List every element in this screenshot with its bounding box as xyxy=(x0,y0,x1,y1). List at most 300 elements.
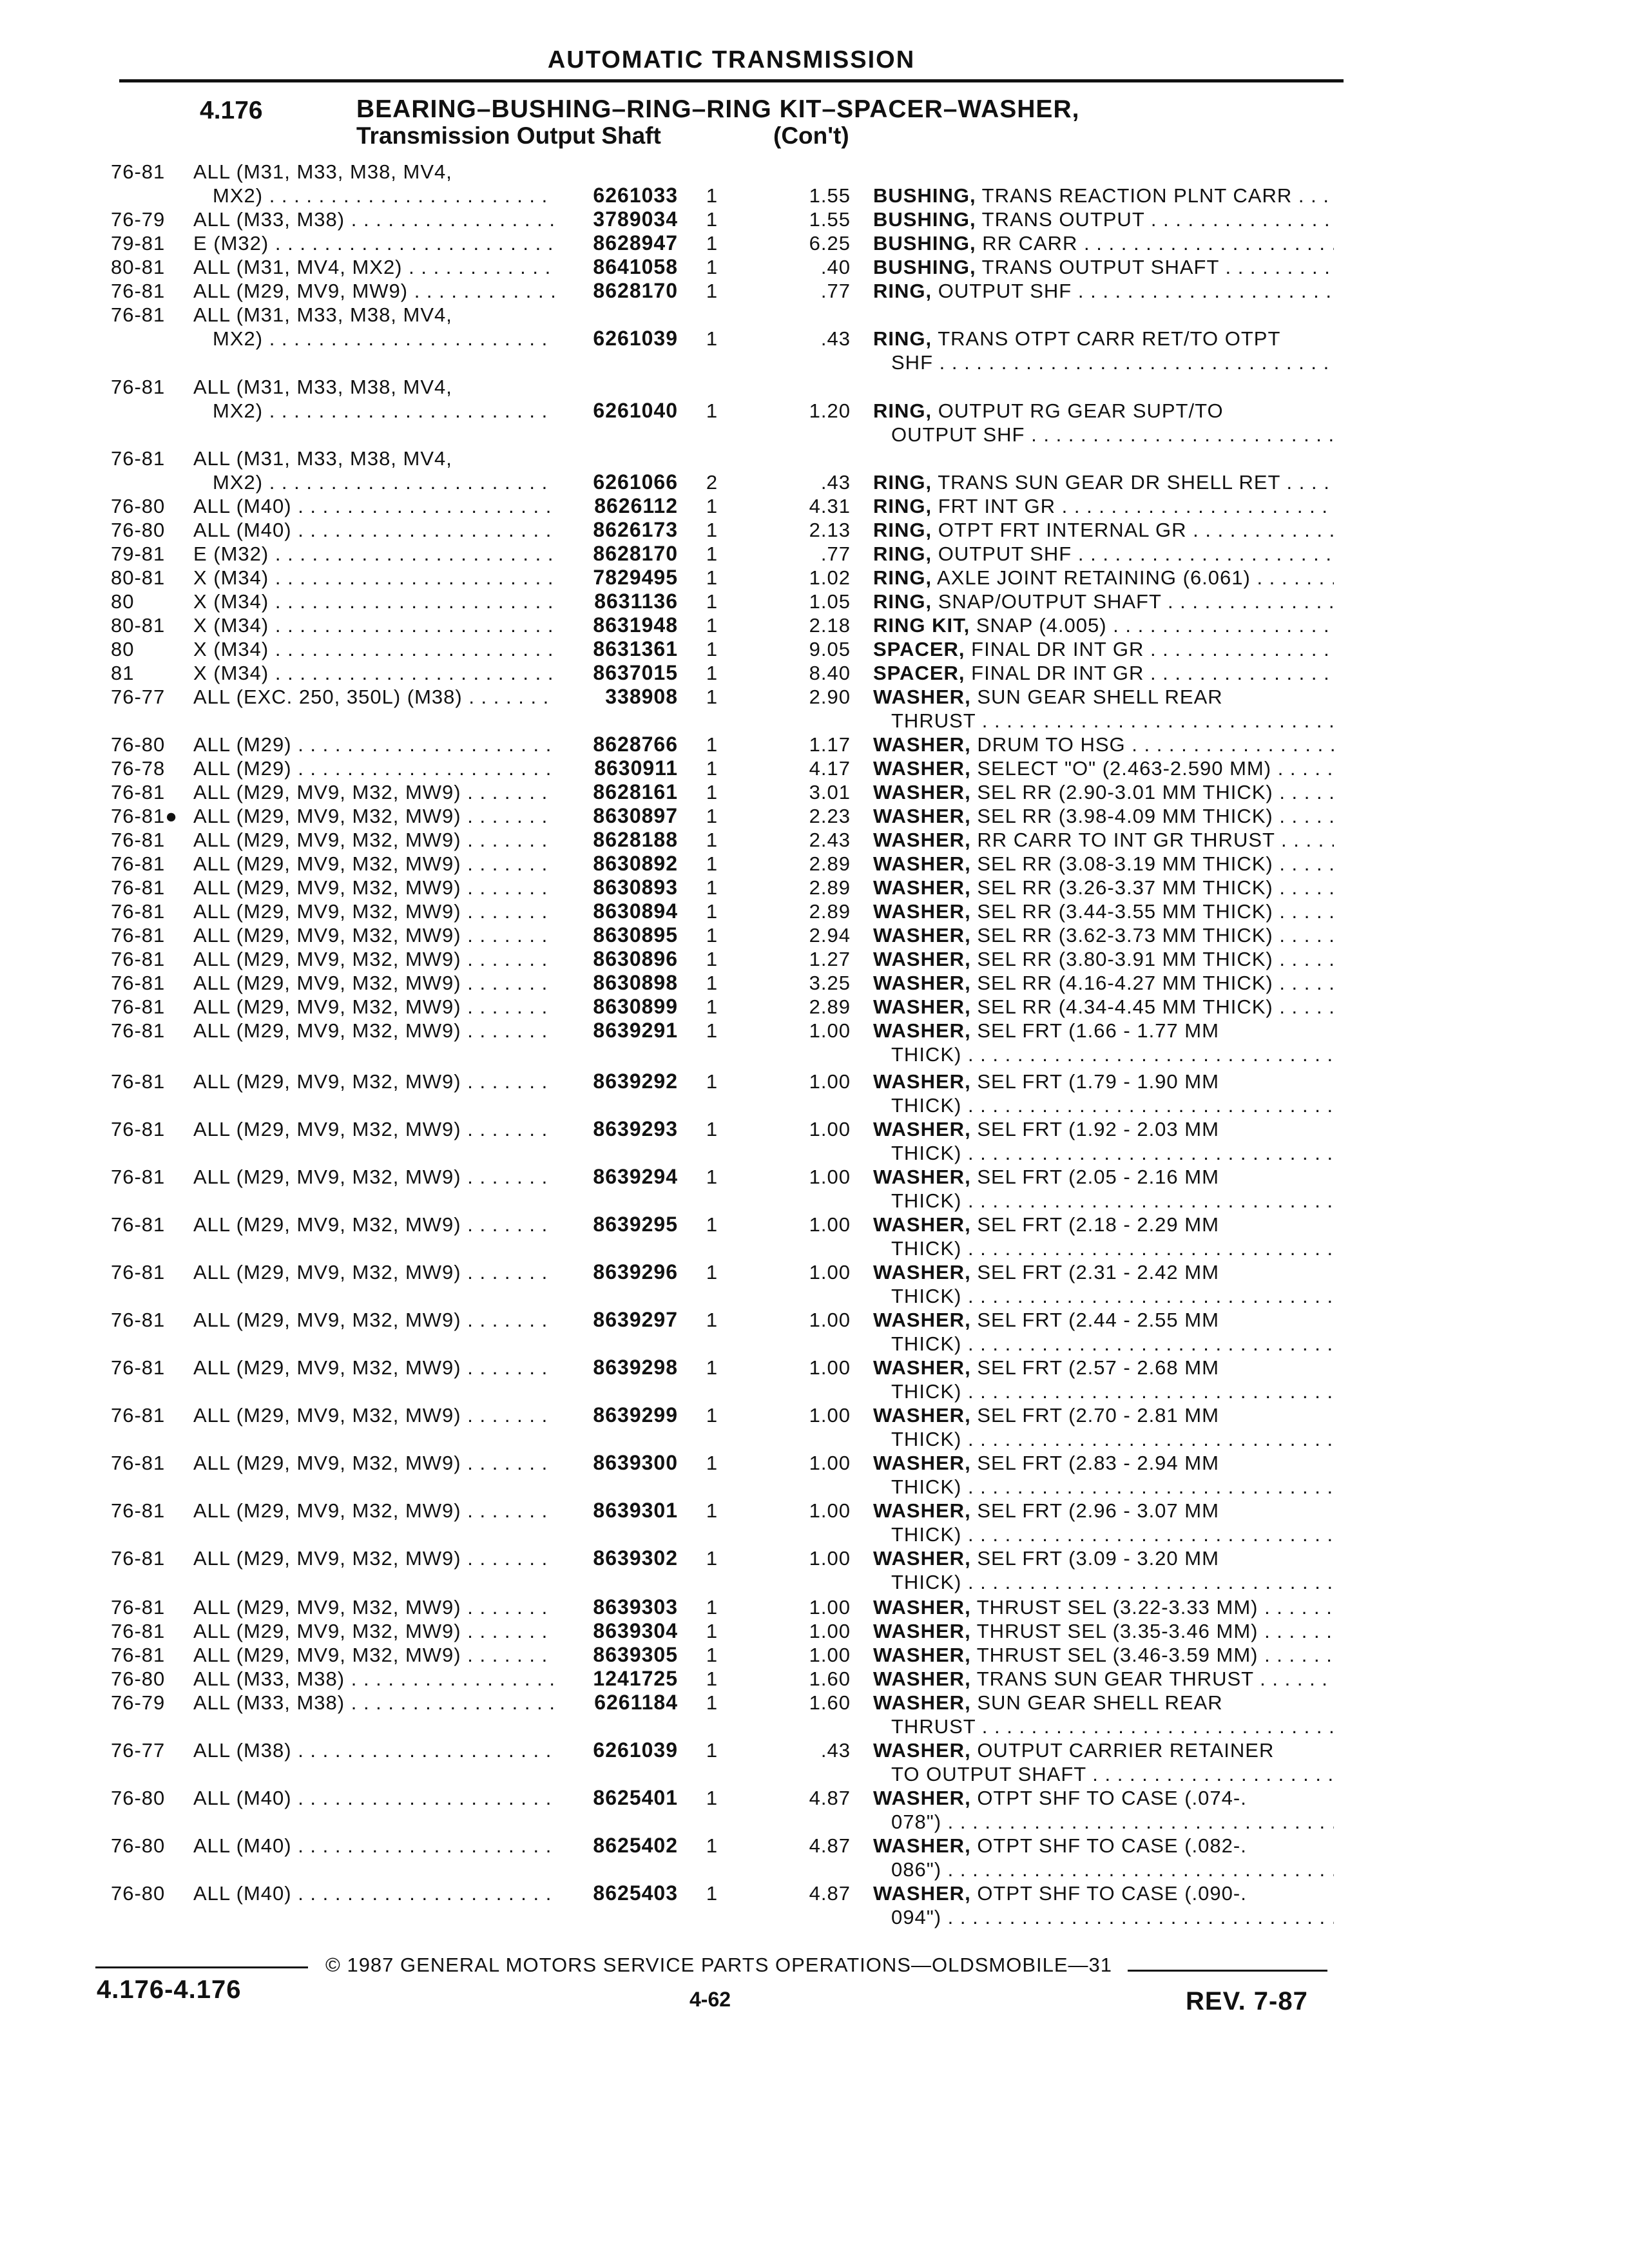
application-line: ALL (EXC. 250, 350L) (M38) . . . xyxy=(193,685,554,709)
part-number: 8639297 xyxy=(593,1308,678,1331)
quantity: 1 xyxy=(706,1834,718,1857)
quantity: 1 xyxy=(706,995,718,1018)
price: 1.55 xyxy=(809,208,851,231)
description xyxy=(873,804,1334,828)
application xyxy=(193,1308,554,1332)
application xyxy=(193,566,554,590)
application xyxy=(193,303,554,351)
description-text: THICK) xyxy=(891,1094,962,1117)
application xyxy=(193,1117,554,1141)
price: 1.00 xyxy=(809,1404,851,1427)
description-line xyxy=(873,1738,1334,1762)
price: 1.00 xyxy=(809,1547,851,1570)
part-number: 6261040 xyxy=(593,399,678,422)
description-text: SEL FRT (2.57 - 2.68 MM xyxy=(977,1356,1219,1379)
description-text: THRUST xyxy=(891,709,976,732)
application xyxy=(193,1019,554,1043)
part-name: RING KIT, xyxy=(873,614,970,637)
part-name: WASHER, xyxy=(873,1596,971,1619)
model-years: 76-80 xyxy=(111,1834,166,1857)
application xyxy=(193,447,554,494)
description-text: THRUST SEL (3.22-3.33 MM) xyxy=(976,1596,1258,1619)
model-years: 76-81 xyxy=(111,1547,166,1570)
description-line xyxy=(873,399,1334,423)
description-text: THICK) xyxy=(891,1142,962,1164)
description-text: TO OUTPUT SHAFT xyxy=(891,1763,1086,1785)
application xyxy=(193,1834,554,1858)
part-number: 8639293 xyxy=(593,1117,678,1140)
price: 1.00 xyxy=(809,1452,851,1474)
price: .43 xyxy=(820,327,851,350)
price: 2.89 xyxy=(809,852,851,875)
quantity: 1 xyxy=(706,1787,718,1809)
part-name: BUSHING, xyxy=(873,256,976,278)
part-name: BUSHING, xyxy=(873,208,976,231)
description-text: SEL FRT (2.44 - 2.55 MM xyxy=(977,1309,1219,1331)
description-text: RR CARR TO INT GR THRUST xyxy=(977,829,1275,851)
description-text: THICK) xyxy=(891,1523,962,1546)
part-name: WASHER, xyxy=(873,686,971,708)
description xyxy=(873,1019,1334,1066)
quantity: 1 xyxy=(706,256,718,278)
description-text: THICK) xyxy=(891,1475,962,1498)
part-name: WASHER, xyxy=(873,1644,971,1666)
description-line xyxy=(873,852,1334,876)
price: 2.94 xyxy=(809,924,851,947)
application-line: ALL (M29, MV9, M32, MW9) . . . xyxy=(193,995,554,1019)
price: 1.00 xyxy=(809,1620,851,1642)
description-text: SEL RR (3.26-3.37 MM THICK) xyxy=(977,876,1273,899)
model-years: 76-80 xyxy=(111,495,166,517)
quantity: 1 xyxy=(706,781,718,803)
quantity: 1 xyxy=(706,1019,718,1042)
footer-group-range: 4.176-4.176 xyxy=(97,1975,242,2004)
description xyxy=(873,1165,1334,1213)
description-line xyxy=(873,1570,1334,1594)
model-years: 76-81 xyxy=(111,1166,166,1188)
part-name: WASHER, xyxy=(873,781,971,803)
application xyxy=(193,1165,554,1189)
description-line xyxy=(873,494,1334,518)
description xyxy=(873,399,1334,447)
price: .77 xyxy=(820,543,851,565)
part-name: WASHER, xyxy=(873,924,971,947)
part-number: 8639294 xyxy=(593,1165,678,1188)
model-years: 76-81 xyxy=(111,781,166,803)
quantity: 1 xyxy=(706,208,718,231)
price: 4.17 xyxy=(809,757,851,780)
description-text: RR CARR xyxy=(982,232,1078,255)
description-text: THRUST xyxy=(891,1715,976,1738)
description xyxy=(873,637,1334,661)
price: 4.31 xyxy=(809,495,851,517)
application-line: ALL (M31, MV4, MX2) . . . xyxy=(193,255,554,279)
description-line xyxy=(873,1356,1334,1379)
description-text: SEL RR (3.62-3.73 MM THICK) xyxy=(977,924,1273,947)
part-number: 8639298 xyxy=(593,1356,678,1379)
quantity: 1 xyxy=(706,638,718,660)
description xyxy=(873,947,1334,971)
description-text: DRUM TO HSG xyxy=(977,733,1126,756)
model-years: 76-79 xyxy=(111,1691,166,1714)
footer-revision: REV. 7-87 xyxy=(1186,1987,1308,2015)
quantity: 1 xyxy=(706,566,718,589)
description xyxy=(873,899,1334,923)
model-years: 80 xyxy=(111,638,135,660)
application xyxy=(193,279,554,303)
description-text: TRANS SUN GEAR DR SHELL RET xyxy=(938,471,1280,494)
description-text: TRANS OUTPUT xyxy=(981,208,1145,231)
description-text: OUTPUT SHF xyxy=(891,423,1025,446)
application-line: ALL (M29, MV9, M32, MW9) . . . xyxy=(193,1403,554,1427)
description-text: SEL RR (3.80-3.91 MM THICK) xyxy=(977,948,1273,970)
description-line xyxy=(873,1213,1334,1236)
quantity: 1 xyxy=(706,686,718,708)
model-years: 76-79 xyxy=(111,208,166,231)
description xyxy=(873,995,1334,1019)
quantity: 1 xyxy=(706,805,718,827)
description-line xyxy=(873,1260,1334,1284)
description-line xyxy=(873,923,1334,947)
part-number: 8637015 xyxy=(593,661,678,684)
quantity: 1 xyxy=(706,733,718,756)
part-number: 8625403 xyxy=(593,1881,678,1905)
description-line xyxy=(873,661,1334,685)
part-name: WASHER, xyxy=(873,1882,971,1905)
quantity: 1 xyxy=(706,590,718,613)
part-number: 8630897 xyxy=(593,804,678,827)
description-line xyxy=(873,876,1334,899)
application-line: ALL (M40) . . . xyxy=(193,1834,554,1858)
application-line: ALL (M33, M38) . . . xyxy=(193,207,554,231)
model-years: 76-81 xyxy=(111,972,166,994)
description-text: THRUST SEL (3.46-3.59 MM) xyxy=(976,1644,1258,1666)
model-years: 79-81 xyxy=(111,232,166,255)
application-line: ALL (M29, MV9, M32, MW9) . . . xyxy=(193,1619,554,1643)
part-name: WASHER, xyxy=(873,1213,971,1236)
description xyxy=(873,1738,1334,1786)
part-number: 8639296 xyxy=(593,1260,678,1283)
quantity: 1 xyxy=(706,519,718,541)
application xyxy=(193,1070,554,1093)
part-number: 8639304 xyxy=(593,1619,678,1642)
description xyxy=(873,590,1334,613)
quantity: 1 xyxy=(706,1070,718,1093)
price: 1.05 xyxy=(809,590,851,613)
part-name: WASHER, xyxy=(873,1691,971,1714)
application-line: ALL (M33, M38) . . . xyxy=(193,1667,554,1691)
description-line xyxy=(873,231,1334,255)
description-line xyxy=(873,637,1334,661)
quantity: 1 xyxy=(706,829,718,851)
application xyxy=(193,1546,554,1570)
model-years: 76-81 xyxy=(111,1309,166,1331)
model-years: 76-81 xyxy=(111,447,166,470)
quantity: 1 xyxy=(706,1882,718,1905)
part-number: 6261066 xyxy=(593,470,678,494)
application xyxy=(193,995,554,1019)
description-line xyxy=(873,1141,1334,1165)
part-number: 8639299 xyxy=(593,1403,678,1427)
application xyxy=(193,804,554,828)
description-line xyxy=(873,1165,1334,1189)
description-line xyxy=(873,542,1334,566)
price: 1.00 xyxy=(809,1213,851,1236)
application-line: ALL (M29, MV9, M32, MW9) . . . xyxy=(193,1213,554,1236)
application-line: ALL (M29, MV9, M32, MW9) . . . xyxy=(193,876,554,899)
description xyxy=(873,1667,1334,1691)
quantity: 1 xyxy=(706,543,718,565)
description-text: SEL FRT (1.66 - 1.77 MM xyxy=(977,1019,1219,1042)
part-name: WASHER, xyxy=(873,1404,971,1427)
description-text: THICK) xyxy=(891,1332,962,1355)
description-text: SEL FRT (2.96 - 3.07 MM xyxy=(977,1499,1219,1522)
part-name: WASHER, xyxy=(873,1620,971,1642)
part-number: 8639303 xyxy=(593,1595,678,1619)
part-name: RING, xyxy=(873,399,932,422)
quantity: 1 xyxy=(706,184,718,207)
description xyxy=(873,1499,1334,1546)
part-number: 8639301 xyxy=(593,1499,678,1522)
part-number: 8639295 xyxy=(593,1213,678,1236)
description xyxy=(873,971,1334,995)
part-name: WASHER, xyxy=(873,852,971,875)
description-text: OUTPUT CARRIER RETAINER xyxy=(977,1739,1275,1762)
description xyxy=(873,613,1334,637)
description-text: TRANS REACTION PLNT CARR xyxy=(981,184,1293,207)
description-text: SEL FRT (2.70 - 2.81 MM xyxy=(977,1404,1219,1427)
description-line xyxy=(873,1643,1334,1667)
part-number: 8628170 xyxy=(593,542,678,565)
part-number: 8630894 xyxy=(593,899,678,923)
description-line xyxy=(873,1499,1334,1523)
description xyxy=(873,1117,1334,1165)
application-line: ALL (M29, MV9, M32, MW9) . . . xyxy=(193,1643,554,1667)
price: 1.20 xyxy=(809,399,851,422)
description-text: THICK) xyxy=(891,1285,962,1307)
part-number: 8630893 xyxy=(593,876,678,899)
description-line xyxy=(873,1427,1334,1451)
part-name: WASHER, xyxy=(873,1547,971,1570)
description-text: THRUST SEL (3.35-3.46 MM) xyxy=(976,1620,1258,1642)
price: 2.23 xyxy=(809,805,851,827)
application-line: ALL (M29, MV9, M32, MW9) . . . xyxy=(193,971,554,995)
description-text: SUN GEAR SHELL REAR xyxy=(977,686,1223,708)
footer-rule-right xyxy=(1128,1970,1327,1972)
application xyxy=(193,255,554,279)
application xyxy=(193,1738,554,1762)
part-number: 8639300 xyxy=(593,1451,678,1474)
part-name: WASHER, xyxy=(873,900,971,923)
model-years: 76-81 xyxy=(111,1356,166,1379)
part-number: 7829495 xyxy=(593,566,678,589)
part-name: WASHER, xyxy=(873,1356,971,1379)
application-line: ALL (M40) . . . xyxy=(193,494,554,518)
quantity: 1 xyxy=(706,327,718,350)
application-line: ALL (M31, M33, M38, MV4, xyxy=(193,303,452,326)
application-line: X (M34) . . . xyxy=(193,637,554,661)
quantity: 1 xyxy=(706,662,718,684)
description-line xyxy=(873,1667,1334,1691)
application xyxy=(193,1403,554,1427)
application xyxy=(193,852,554,876)
description-text: OTPT SHF TO CASE (.074-. xyxy=(977,1787,1247,1809)
model-years: 80-81 xyxy=(111,566,166,589)
description-line xyxy=(873,1834,1334,1858)
model-years: 76-81 xyxy=(111,1213,166,1236)
continued-label: (Con't) xyxy=(773,122,849,149)
application xyxy=(193,542,554,566)
application xyxy=(193,1451,554,1475)
description xyxy=(873,1546,1334,1594)
application-line: E (M32) . . . xyxy=(193,542,554,566)
quantity: 1 xyxy=(706,1166,718,1188)
price: 2.90 xyxy=(809,686,851,708)
part-name: WASHER, xyxy=(873,1739,971,1762)
model-years: 76-77 xyxy=(111,686,166,708)
part-name: WASHER, xyxy=(873,1309,971,1331)
application-line: ALL (M31, M33, M38, MV4, xyxy=(193,160,452,183)
description xyxy=(873,1619,1334,1643)
price: 1.02 xyxy=(809,566,851,589)
description-line xyxy=(873,685,1334,709)
quantity: 1 xyxy=(706,495,718,517)
application-line: ALL (M29, MV9, M32, MW9) . . . xyxy=(193,1019,554,1043)
application-line: ALL (M29, MV9, M32, MW9) . . . xyxy=(193,899,554,923)
description-line xyxy=(873,1715,1334,1738)
application xyxy=(193,1595,554,1619)
model-years: 76-81 xyxy=(111,1070,166,1093)
description xyxy=(873,1451,1334,1499)
quantity: 1 xyxy=(706,852,718,875)
description-line xyxy=(873,1093,1334,1117)
part-number: 8631136 xyxy=(594,590,678,613)
application xyxy=(193,1667,554,1691)
description-text: TRANS SUN GEAR THRUST xyxy=(976,1667,1254,1690)
footer-rule-left xyxy=(95,1966,308,1968)
price: 2.89 xyxy=(809,995,851,1018)
part-number: 8628947 xyxy=(593,231,678,255)
model-years: 76-78 xyxy=(111,757,166,780)
description xyxy=(873,876,1334,899)
price: 1.00 xyxy=(809,1118,851,1140)
description-line xyxy=(873,995,1334,1019)
part-name: WASHER, xyxy=(873,1667,971,1690)
description-line xyxy=(873,1691,1334,1715)
application xyxy=(193,733,554,756)
price: 1.00 xyxy=(809,1596,851,1619)
description xyxy=(873,1595,1334,1619)
application xyxy=(193,971,554,995)
application-line: ALL (M29, MV9, M32, MW9) . . . xyxy=(193,1260,554,1284)
part-number: 8630899 xyxy=(593,995,678,1018)
quantity: 1 xyxy=(706,1309,718,1331)
description-text: SEL FRT (2.31 - 2.42 MM xyxy=(977,1261,1219,1283)
part-number: 8630896 xyxy=(593,947,678,970)
description-text: FRT INT GR xyxy=(938,495,1055,517)
application-line: ALL (M29, MV9, M32, MW9) . . . xyxy=(193,1308,554,1332)
part-name: WASHER, xyxy=(873,733,971,756)
quantity: 1 xyxy=(706,1499,718,1522)
application xyxy=(193,1643,554,1667)
description-text: SEL RR (3.08-3.19 MM THICK) xyxy=(977,852,1273,875)
quantity: 1 xyxy=(706,876,718,899)
description-line xyxy=(873,1117,1334,1141)
price: 1.00 xyxy=(809,1356,851,1379)
description-line xyxy=(873,1379,1334,1403)
part-name: BUSHING, xyxy=(873,184,976,207)
application-line: X (M34) . . . xyxy=(193,590,554,613)
part-name: WASHER, xyxy=(873,1452,971,1474)
description-line xyxy=(873,1236,1334,1260)
part-name: RING, xyxy=(873,566,932,589)
part-number: 8626112 xyxy=(594,494,678,517)
application xyxy=(193,828,554,852)
part-number: 8631361 xyxy=(593,637,678,660)
quantity: 1 xyxy=(706,1620,718,1642)
description-text: TRANS OTPT CARR RET/TO OTPT xyxy=(938,327,1281,350)
part-number: 8626173 xyxy=(593,518,678,541)
part-name: WASHER, xyxy=(873,948,971,970)
description-line xyxy=(873,327,1334,351)
part-name: RING, xyxy=(873,543,932,565)
description-line xyxy=(873,1403,1334,1427)
part-name: RING, xyxy=(873,519,932,541)
price: 1.60 xyxy=(809,1667,851,1690)
description-text: SEL FRT (1.79 - 1.90 MM xyxy=(977,1070,1219,1093)
price: 1.00 xyxy=(809,1070,851,1093)
description-line xyxy=(873,733,1334,756)
price: 1.27 xyxy=(809,948,851,970)
price: 2.18 xyxy=(809,614,851,637)
application xyxy=(193,1260,554,1284)
description-text: OUTPUT SHF xyxy=(938,543,1072,565)
part-name: RING, xyxy=(873,471,932,494)
model-years: 76-80 xyxy=(111,1667,166,1690)
quantity: 1 xyxy=(706,1596,718,1619)
application xyxy=(193,637,554,661)
description-text: FINAL DR INT GR xyxy=(971,638,1144,660)
quantity: 1 xyxy=(706,1213,718,1236)
description xyxy=(873,685,1334,733)
description-line xyxy=(873,423,1334,447)
application-line: ALL (M29, MV9, M32, MW9) . . . xyxy=(193,1117,554,1141)
description-text: SNAP/OUTPUT SHAFT xyxy=(938,590,1162,613)
application-line: ALL (M29) . . . xyxy=(193,756,554,780)
description xyxy=(873,923,1334,947)
part-name: SPACER, xyxy=(873,638,965,660)
description xyxy=(873,661,1334,685)
description-text: SEL FRT (2.18 - 2.29 MM xyxy=(977,1213,1219,1236)
description-text: SNAP (4.005) xyxy=(976,614,1107,637)
description xyxy=(873,1643,1334,1667)
description-text: OUTPUT RG GEAR SUPT/TO xyxy=(938,399,1224,422)
description-text: FINAL DR INT GR xyxy=(971,662,1144,684)
application-line: ALL (M29, MV9, M32, MW9) . . . xyxy=(193,852,554,876)
description-text: SEL FRT (3.09 - 3.20 MM xyxy=(977,1547,1219,1570)
description xyxy=(873,1881,1334,1929)
description-text: 086") xyxy=(891,1858,942,1881)
model-years: 76-77 xyxy=(111,1739,166,1762)
application xyxy=(193,1356,554,1379)
description xyxy=(873,828,1334,852)
application-line: ALL (M31, M33, M38, MV4, xyxy=(193,447,452,470)
model-years: 76-81 xyxy=(111,1620,166,1642)
application xyxy=(193,923,554,947)
description-line xyxy=(873,255,1334,279)
description xyxy=(873,184,1334,207)
model-years: 76-81 xyxy=(111,1644,166,1666)
